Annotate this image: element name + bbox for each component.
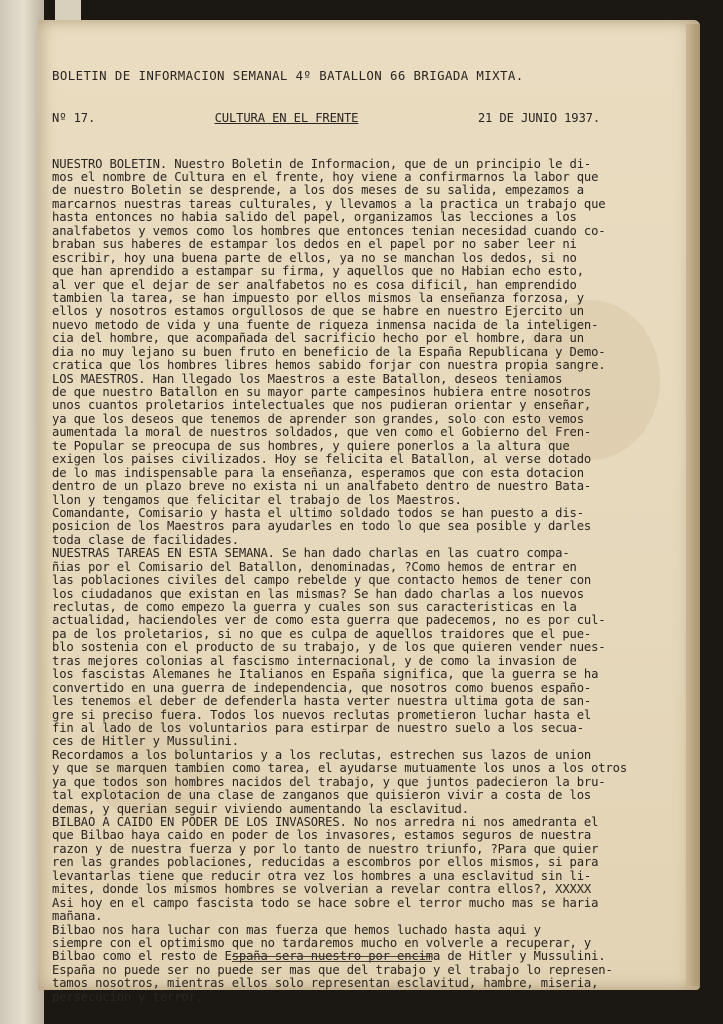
body-line: Comandante, Comisario y hasta el ultimo soldado todos se han puesto a dis- (52, 505, 584, 520)
body-line: Asi hoy en el campo fascista todo se hace sobre el terror mucho mas se haria (52, 895, 599, 910)
body-line: aumentada la moral de nuestros soldados, que ven como el Gobierno del Fren- (52, 425, 592, 440)
body-line: te Popular se preocupa de sus hombres, y quiere ponerlos a la altura que (52, 438, 570, 453)
body-line: gre si preciso fuera. Todos los nuevos reclutas prometieron luchar hasta el (52, 707, 592, 722)
body-line: los ciudadanos que existan en las mismas? Se han dado charlas a los nuevos (52, 586, 584, 601)
body-line: cratica que los hombres libres hemos sabido forjar con nuestra propia sangre. (52, 358, 606, 373)
body-line: hasta entonces no habia salido del papel, organizamos las lecciones a los (52, 210, 577, 225)
body-line: BILBAO A CAIDO EN PODER DE LOS INVASORES. No nos arredra ni nos amedranta el (52, 815, 599, 830)
body-line: convertido en una guerra de independencia, que nosotros como buenos españo- (52, 680, 592, 695)
body-line: dia no muy lejano su buen fruto en beneficio de la España Republicana y Demo- (52, 344, 606, 359)
body-line: de que nuestro Batallon en su mayor parte campesinos hubiera entre nosotros (52, 385, 592, 400)
body-line: unos cuantos proletarios intelectuales que nos pudieran orientar y enseñar, (52, 398, 592, 413)
body-line: tambien la tarea, se han impuesto por ellos mismos la enseñanza forzosa, y (52, 290, 584, 305)
body-line: demas, y querian seguir viviendo aumentando la esclavitud. (52, 801, 469, 816)
body-line: ces de Hitler y Mussulini. (52, 734, 239, 749)
body-line: Bilbao como el resto de España sera nuestro por encima de Hitler y Mussulini. (52, 949, 606, 964)
page-stack-edge (686, 24, 700, 986)
body-line: al ver que el dejar de ser analfabetos no es cosa dificil, han emprendido (52, 277, 577, 292)
body-line: ya que los deseos que tenemos de aprender son grandes, solo con esto vemos (52, 411, 584, 426)
body-line: NUESTRAS TAREAS EN ESTA SEMANA. Se han dado charlas en las cuatro compa- (52, 546, 570, 561)
body-line: ñias por el Comisario del Batallon, denominadas, ?Como hemos de entrar en (52, 559, 577, 574)
body-line: tamos nosotros, mientras ellos solo representan esclavitud, hambre, miseria, (52, 976, 599, 991)
body-line: los fascistas Alemanes he Italianos en España significa, que la guerra se ha (52, 667, 599, 682)
body-line: Bilbao nos hara luchar con mas fuerza que hemos luchado hasta aqui y (52, 922, 541, 937)
body-line: les tenemos el deber de defenderla hasta verter nuestra ultima gota de san- (52, 694, 592, 709)
issue-number: Nº 17. (52, 111, 96, 126)
closing-rule (232, 956, 432, 962)
bulletin-body (52, 158, 660, 1005)
body-line: las poblaciones civiles del campo rebelde y que contacto hemos de tener con (52, 573, 592, 588)
body-line: siempre con el optimismo que no tardaremos mucho en volverle a recuperar, y (52, 935, 592, 950)
body-line: escribir, hoy una buena parte de ellos, ya no se manchan los dedos, si no (52, 250, 577, 265)
body-line: mañana. (52, 909, 103, 924)
body-line: tal explotacion de una clase de zanganos que quisieron vivir a costa de los (52, 788, 592, 803)
body-line: persecucion y terror. (52, 989, 203, 1004)
body-line: ren las grandes poblaciones, reducidas a escombros por ellos mismos, si para (52, 855, 599, 870)
body-line: fin al lado de los voluntarios para estirpar de nuestro suelo a los secua- (52, 720, 584, 735)
body-line: que han aprendido a estampar su firma, y aquellos que no Habian echo esto, (52, 264, 584, 279)
body-line: de lo mas indispensable para la enseñanza, esperamos que con esta dotacion (52, 465, 584, 480)
body-line: llon y tengamos que felicitar el trabajo de los Maestros. (52, 492, 462, 507)
body-line: ellos y nosotros estamos orgullosos de que se habre en nuestro Ejercito un (52, 304, 584, 319)
body-line: actualidad, haciendoles ver de como esta guerra que padecemos, no es por cul- (52, 613, 606, 628)
body-line: levantarlas tiene que reducir otra vez los hombres a una esclavitud sin li- (52, 868, 592, 883)
body-line: tras mejores colonias al fascismo internacional, y de como la invasion de (52, 653, 577, 668)
body-line: exigen los paises civilizados. Hoy se felicita el Batallon, al verse dotado (52, 452, 592, 467)
body-line: dentro de un plazo breve no exista ni un analfabeto dentro de nuestro Bata- (52, 479, 592, 494)
body-line: que Bilbao haya caido en poder de los invasores, estamos seguros de nuestra (52, 828, 592, 843)
body-line: mites, donde los mismos hombres se volverian a revelar contra ellos?, XXXXX (52, 882, 592, 897)
body-line: toda clase de facilidades. (52, 532, 239, 547)
body-line: España no puede ser no puede ser mas que del trabajo y el trabajo lo represen- (52, 962, 613, 977)
issue-meta-line (52, 112, 660, 125)
body-line: LOS MAESTROS. Han llegado los Maestros a este Batallon, deseos teniamos (52, 371, 563, 386)
body-line: reclutas, de como empezo la guerra y cuales son sus caracteristicas en la (52, 600, 577, 615)
body-line: cia del hombre, que acompañada del sacrificio hecho por el hombre, dara un (52, 331, 584, 346)
body-line: mos el nombre de Cultura en el frente, hoy viene a confirmarnos la labor que (52, 170, 599, 185)
body-line: de nuestro Boletin se desprende, a los dos meses de su salida, empezamos a (52, 183, 584, 198)
body-line: NUESTRO BOLETIN. Nuestro Boletin de Informacion, que de un principio le di- (52, 156, 592, 171)
body-line: posicion de los Maestros para ayudarles en todo lo que sea posible y darles (52, 519, 592, 534)
issue-date: 21 DE JUNIO 1937. (477, 111, 600, 126)
document-text (52, 42, 660, 1018)
body-line: y que se marquen tambien como tarea, el ayudarse mutuamente los unos a los otros (52, 761, 627, 776)
body-line: ya que todos son hombres nacidos del trabajo, y que juntos padecieron la bru- (52, 774, 606, 789)
body-line: analfabetos y vemos como los hombres que entonces tenian necesidad cuando co- (52, 223, 606, 238)
section-title: CULTURA EN EL FRENTE (214, 111, 359, 126)
body-line: nuevo metodo de vida y una fuente de riqueza inmensa nacida de la inteligen- (52, 317, 599, 332)
body-line: Recordamos a los boluntarios y a los reclutas, estrechen sus lazos de union (52, 747, 592, 762)
body-line: razon y de nuestra fuerza y por lo tanto de nuestro triunfo, ?Para que quier (52, 841, 599, 856)
body-line: marcarnos nuestras tareas culturales, y llevamos a la practica un trabajo que (52, 196, 606, 211)
bulletin-title: BOLETIN DE INFORMACION SEMANAL 4º BATALLON 66 BRIGADA MIXTA. (52, 67, 524, 83)
body-line: pa de los proletarios, si no que es culpa de aquellos traidores que el pue- (52, 626, 592, 641)
body-line: blo sostenia con el producto de su trabajo, y de los que quieren vender nues- (52, 640, 606, 655)
body-line: braban sus haberes de estampar los dedos en el papel por no saber leer ni (52, 237, 577, 252)
